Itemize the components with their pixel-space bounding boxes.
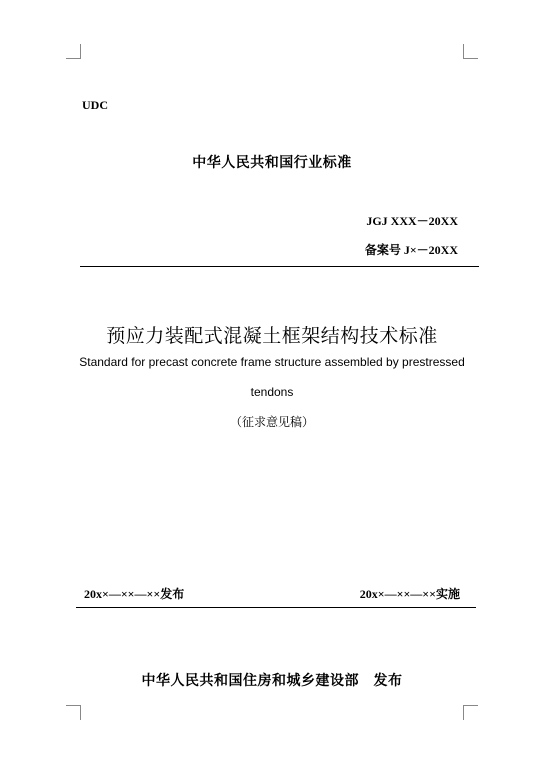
title-english-line-2: tendons <box>250 385 294 399</box>
publisher: 中华人民共和国住房和城乡建设部 发布 <box>141 673 403 689</box>
top-divider <box>80 266 479 267</box>
crop-mark-top-left <box>66 44 81 59</box>
crop-mark-bottom-left <box>66 705 81 720</box>
implement-date: 20x×—××—××实施 <box>359 587 460 601</box>
issue-date: 20x×—××—××发布 <box>84 587 185 601</box>
standard-code: JGJ XXX－20XX <box>366 214 458 228</box>
bottom-divider <box>76 607 476 608</box>
draft-label: （征求意见稿） <box>229 415 314 429</box>
udc-label: UDC <box>82 98 108 112</box>
crop-mark-top-right <box>463 44 478 59</box>
record-number: 备案号 J×－20XX <box>364 243 458 257</box>
crop-mark-bottom-right <box>463 705 478 720</box>
title-english-line-1: Standard for precast concrete frame structure assembled by prestressed <box>79 355 465 369</box>
industry-standard-heading: 中华人民共和国行业标准 <box>192 155 352 171</box>
title-chinese: 预应力装配式混凝土框架结构技术标准 <box>106 325 438 347</box>
